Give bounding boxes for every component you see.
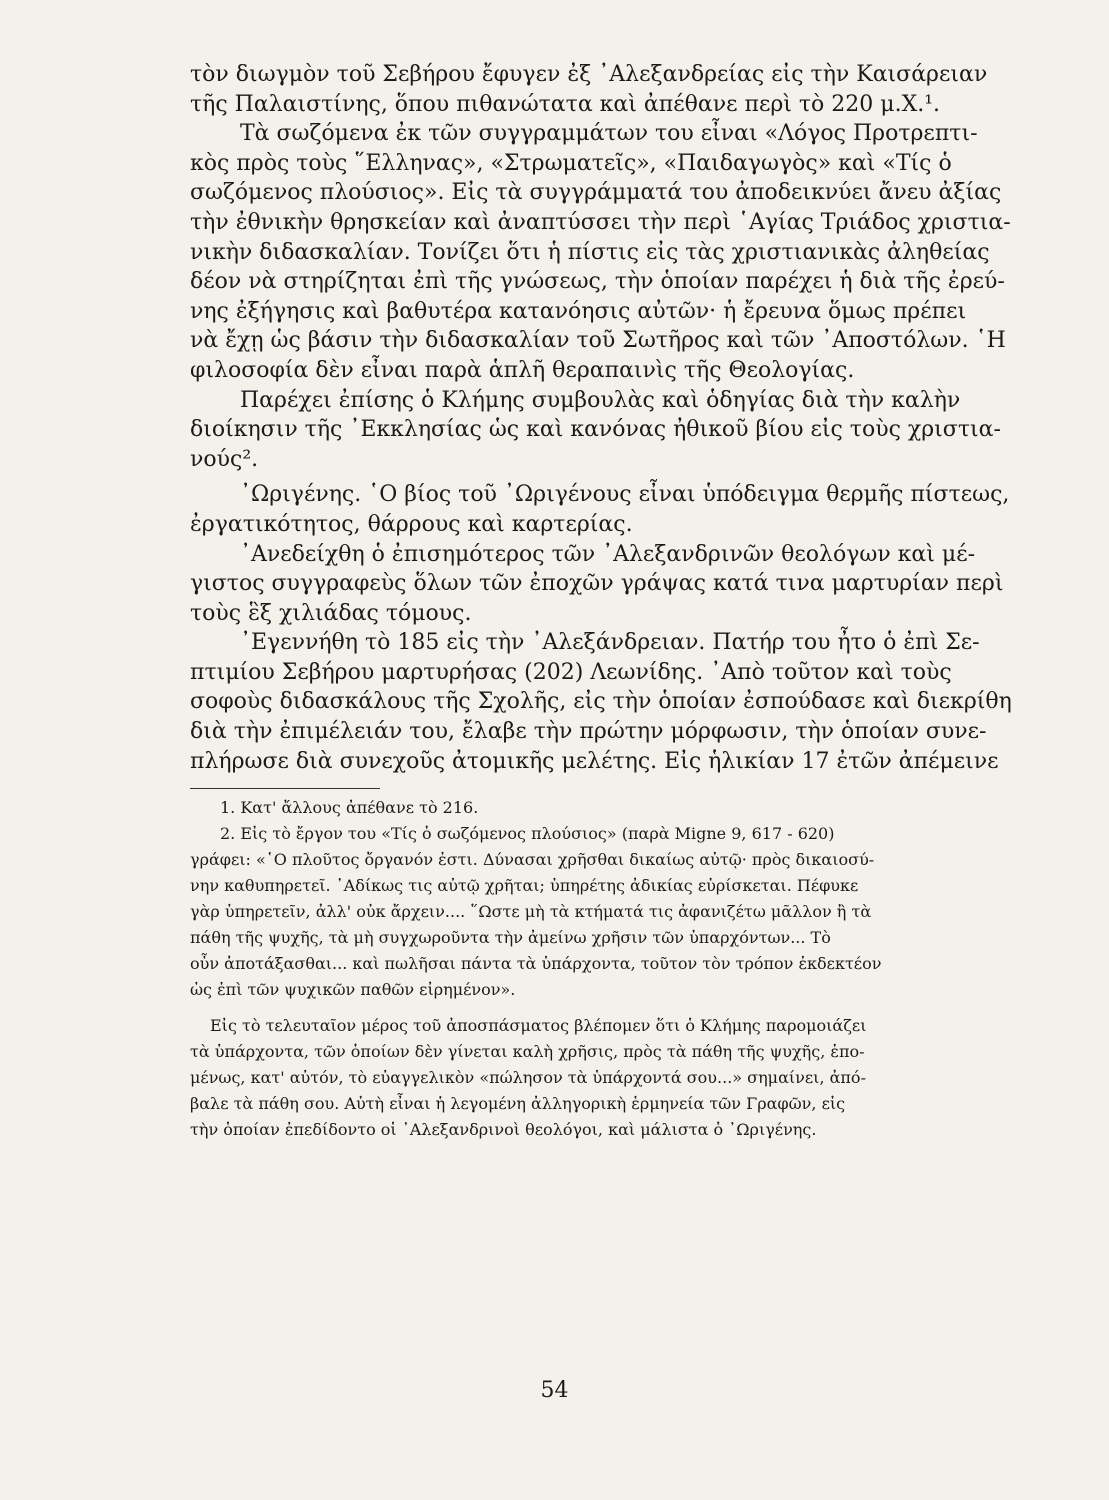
section-heading-line: ᾿Ωριγένης. ῾Ο βίος τοῦ ᾿Ωριγένους εἶναι ὑπόδειγμα θερμῆς πίστεως, (240, 482, 1010, 508)
text-line: ᾿Ανεδείχθη ὁ ἐπισημότερος τῶν ᾿Αλεξανδρινῶν θεολόγων καὶ μέ- (240, 541, 976, 567)
footnote-line: πάθη τῆς ψυχῆς, τὰ μὴ συγχωροῦντα τὴν ἀμείνω χρῆσιν τῶν ὑπαρχόντων... Τὸ (190, 928, 831, 948)
footnote-line: 1. Κατ' ἄλλους ἀπέθανε τὸ 216. (220, 798, 479, 818)
text-line: κὸς πρὸς τοὺς ῞Ελληνας», «Στρωματεῖς», «Παιδαγωγὸς» καὶ «Τίς ὁ (190, 150, 952, 176)
footnote-line: 2. Εἰς τὸ ἔργον του «Τίς ὁ σωζόμενος πλούσιος» (παρὰ Migne 9, 617 - 620) (220, 824, 835, 844)
text-line: νὰ ἔχῃ ὡς βάσιν τὴν διδασκαλίαν τοῦ Σωτῆρος καὶ τῶν ᾿Αποστόλων. ῾Η (190, 328, 1006, 354)
text-line: διὰ τὴν ἐπιμέλειάν του, ἔλαβε τὴν πρώτην μόρφωσιν, τὴν ὁποίαν συνε- (190, 719, 987, 745)
text-line: πτιμίου Σεβήρου μαρτυρήσας (202) Λεωνίδης. ᾿Απὸ τοῦτον καὶ τοὺς (190, 659, 952, 685)
footnote-line: τὴν ὁποίαν ἐπεδίδοντο οἱ ᾿Αλεξανδρινοὶ θεολόγοι, καὶ μάλιστα ὁ ᾿Ωριγένης. (190, 1120, 817, 1140)
footnote-line: γὰρ ὑπηρετεῖν, ἀλλ' οὐκ ἄρχειν.... ῞Ωστε μὴ τὰ κτήματά τις ἀφανιζέτω μᾶλλον ἢ τὰ (190, 902, 872, 922)
text-line: γιστος συγγραφεὺς ὅλων τῶν ἐποχῶν γράψας κατά τινα μαρτυρίαν περὶ (190, 571, 1004, 597)
text-line: σωζόμενος πλούσιος». Εἰς τὰ συγγράμματά του ἀποδεικνύει ἄνευ ἀξίας (190, 180, 1002, 206)
page-number: 54 (540, 1378, 569, 1403)
footnote-line: Εἰς τὸ τελευταῖον μέρος τοῦ ἀποσπάσματος βλέπομεν ὅτι ὁ Κλήμης παρομοιάζει (210, 1016, 867, 1036)
text-line: νης ἐξήγησις καὶ βαθυτέρα κατανόησις αὐτῶν· ἡ ἔρευνα ὅμως πρέπει (190, 298, 967, 324)
footnotes (190, 795, 1050, 1003)
text-line: τὸν διωγμὸν τοῦ Σεβήρου ἔφυγεν ἐξ ᾿Αλεξανδρείας εἰς τὴν Καισάρειαν (190, 62, 988, 87)
text-line: σοφοὺς διδασκάλους τῆς Σχολῆς, εἰς τὴν ὁποίαν ἐσπούδασε καὶ διεκρίθη (190, 689, 1012, 715)
footnote-divider (190, 788, 380, 789)
text-line: τοὺς ἓξ χιλιάδας τόμους. (190, 600, 472, 626)
text-line: νικὴν διδασκαλίαν. Τονίζει ὅτι ἡ πίστις εἰς τὰς χριστιανικὰς ἀληθείας (190, 239, 990, 265)
text-line: νούς². (190, 446, 259, 472)
text-line: ἐργατικότητος, θάρρους καὶ καρτερίας. (190, 511, 633, 537)
text-block (190, 60, 1050, 1143)
main-text (190, 60, 1050, 776)
text-line: πλήρωσε διὰ συνεχοῦς ἀτομικῆς μελέτης. Εἰς ἡλικίαν 17 ἐτῶν ἀπέμεινε (190, 748, 999, 774)
footnote-commentary (190, 1013, 1050, 1143)
text-line: τῆς Παλαιστίνης, ὅπου πιθανώτατα καὶ ἀπέθανε περὶ τὸ 220 μ.Χ.¹. (190, 91, 941, 117)
footnote-line: βαλε τὰ πάθη σου. Αὐτὴ εἶναι ἡ λεγομένη ἀλληγορικὴ ἑρμηνεία τῶν Γραφῶν, εἰς (190, 1094, 846, 1114)
text-line: διοίκησιν τῆς ᾿Εκκλησίας ὡς καὶ κανόνας ἠθικοῦ βίου εἰς τοὺς χριστια- (190, 417, 1001, 443)
footnote-line: νην καθυπηρετεῖ. ᾿Αδίκως τις αὐτῷ χρῆται; ὑπηρέτης ἀδικίας εὑρίσκεται. Πέφυκε (190, 876, 859, 896)
footnote-line: μένως, κατ' αὐτόν, τὸ εὐαγγελικὸν «πώλησον τὰ ὑπάρχοντά σου...» σημαίνει, ἀπό- (190, 1068, 866, 1088)
footnote-line: τὰ ὑπάρχοντα, τῶν ὁποίων δὲν γίνεται καλὴ χρῆσις, πρὸς τὰ πάθη τῆς ψυχῆς, ἐπο- (190, 1042, 865, 1062)
text-line: Τὰ σωζόμενα ἐκ τῶν συγγραμμάτων του εἶναι «Λόγος Προτρεπτι- (240, 121, 978, 147)
footnote-line: οὖν ἀποτάξασθαι... καὶ πωλῆσαι πάντα τὰ ὑπάρχοντα, τοῦτον τὸν τρόπον ἐκδεκτέον (190, 954, 882, 974)
text-line: φιλοσοφία δὲν εἶναι παρὰ ἁπλῆ θεραπαινὶς τῆς Θεολογίας. (190, 357, 855, 383)
text-line: τὴν ἐθνικὴν θρησκείαν καὶ ἀναπτύσσει τὴν περὶ ῾Αγίας Τριάδος χριστια- (190, 209, 1011, 235)
text-line: ᾿Εγεννήθη τὸ 185 εἰς τὴν ᾿Αλεξάνδρειαν. Πατήρ του ἦτο ὁ ἐπὶ Σε- (240, 630, 980, 656)
footnote-line: ὡς ἐπὶ τῶν ψυχικῶν παθῶν εἰρημένον». (190, 980, 516, 1000)
footnote-line: γράφει: «῾Ο πλοῦτος ὄργανόν ἐστι. Δύνασαι χρῆσθαι δικαίως αὐτῷ· πρὸς δικαιοσύ- (190, 850, 875, 870)
text-line: Παρέχει ἐπίσης ὁ Κλήμης συμβουλὰς καὶ ὁδηγίας διὰ τὴν καλὴν (240, 387, 961, 413)
text-line: δέον νὰ στηρίζηται ἐπὶ τῆς γνώσεως, τὴν ὁποίαν παρέχει ἡ διὰ τῆς ἐρεύ- (190, 269, 1005, 295)
